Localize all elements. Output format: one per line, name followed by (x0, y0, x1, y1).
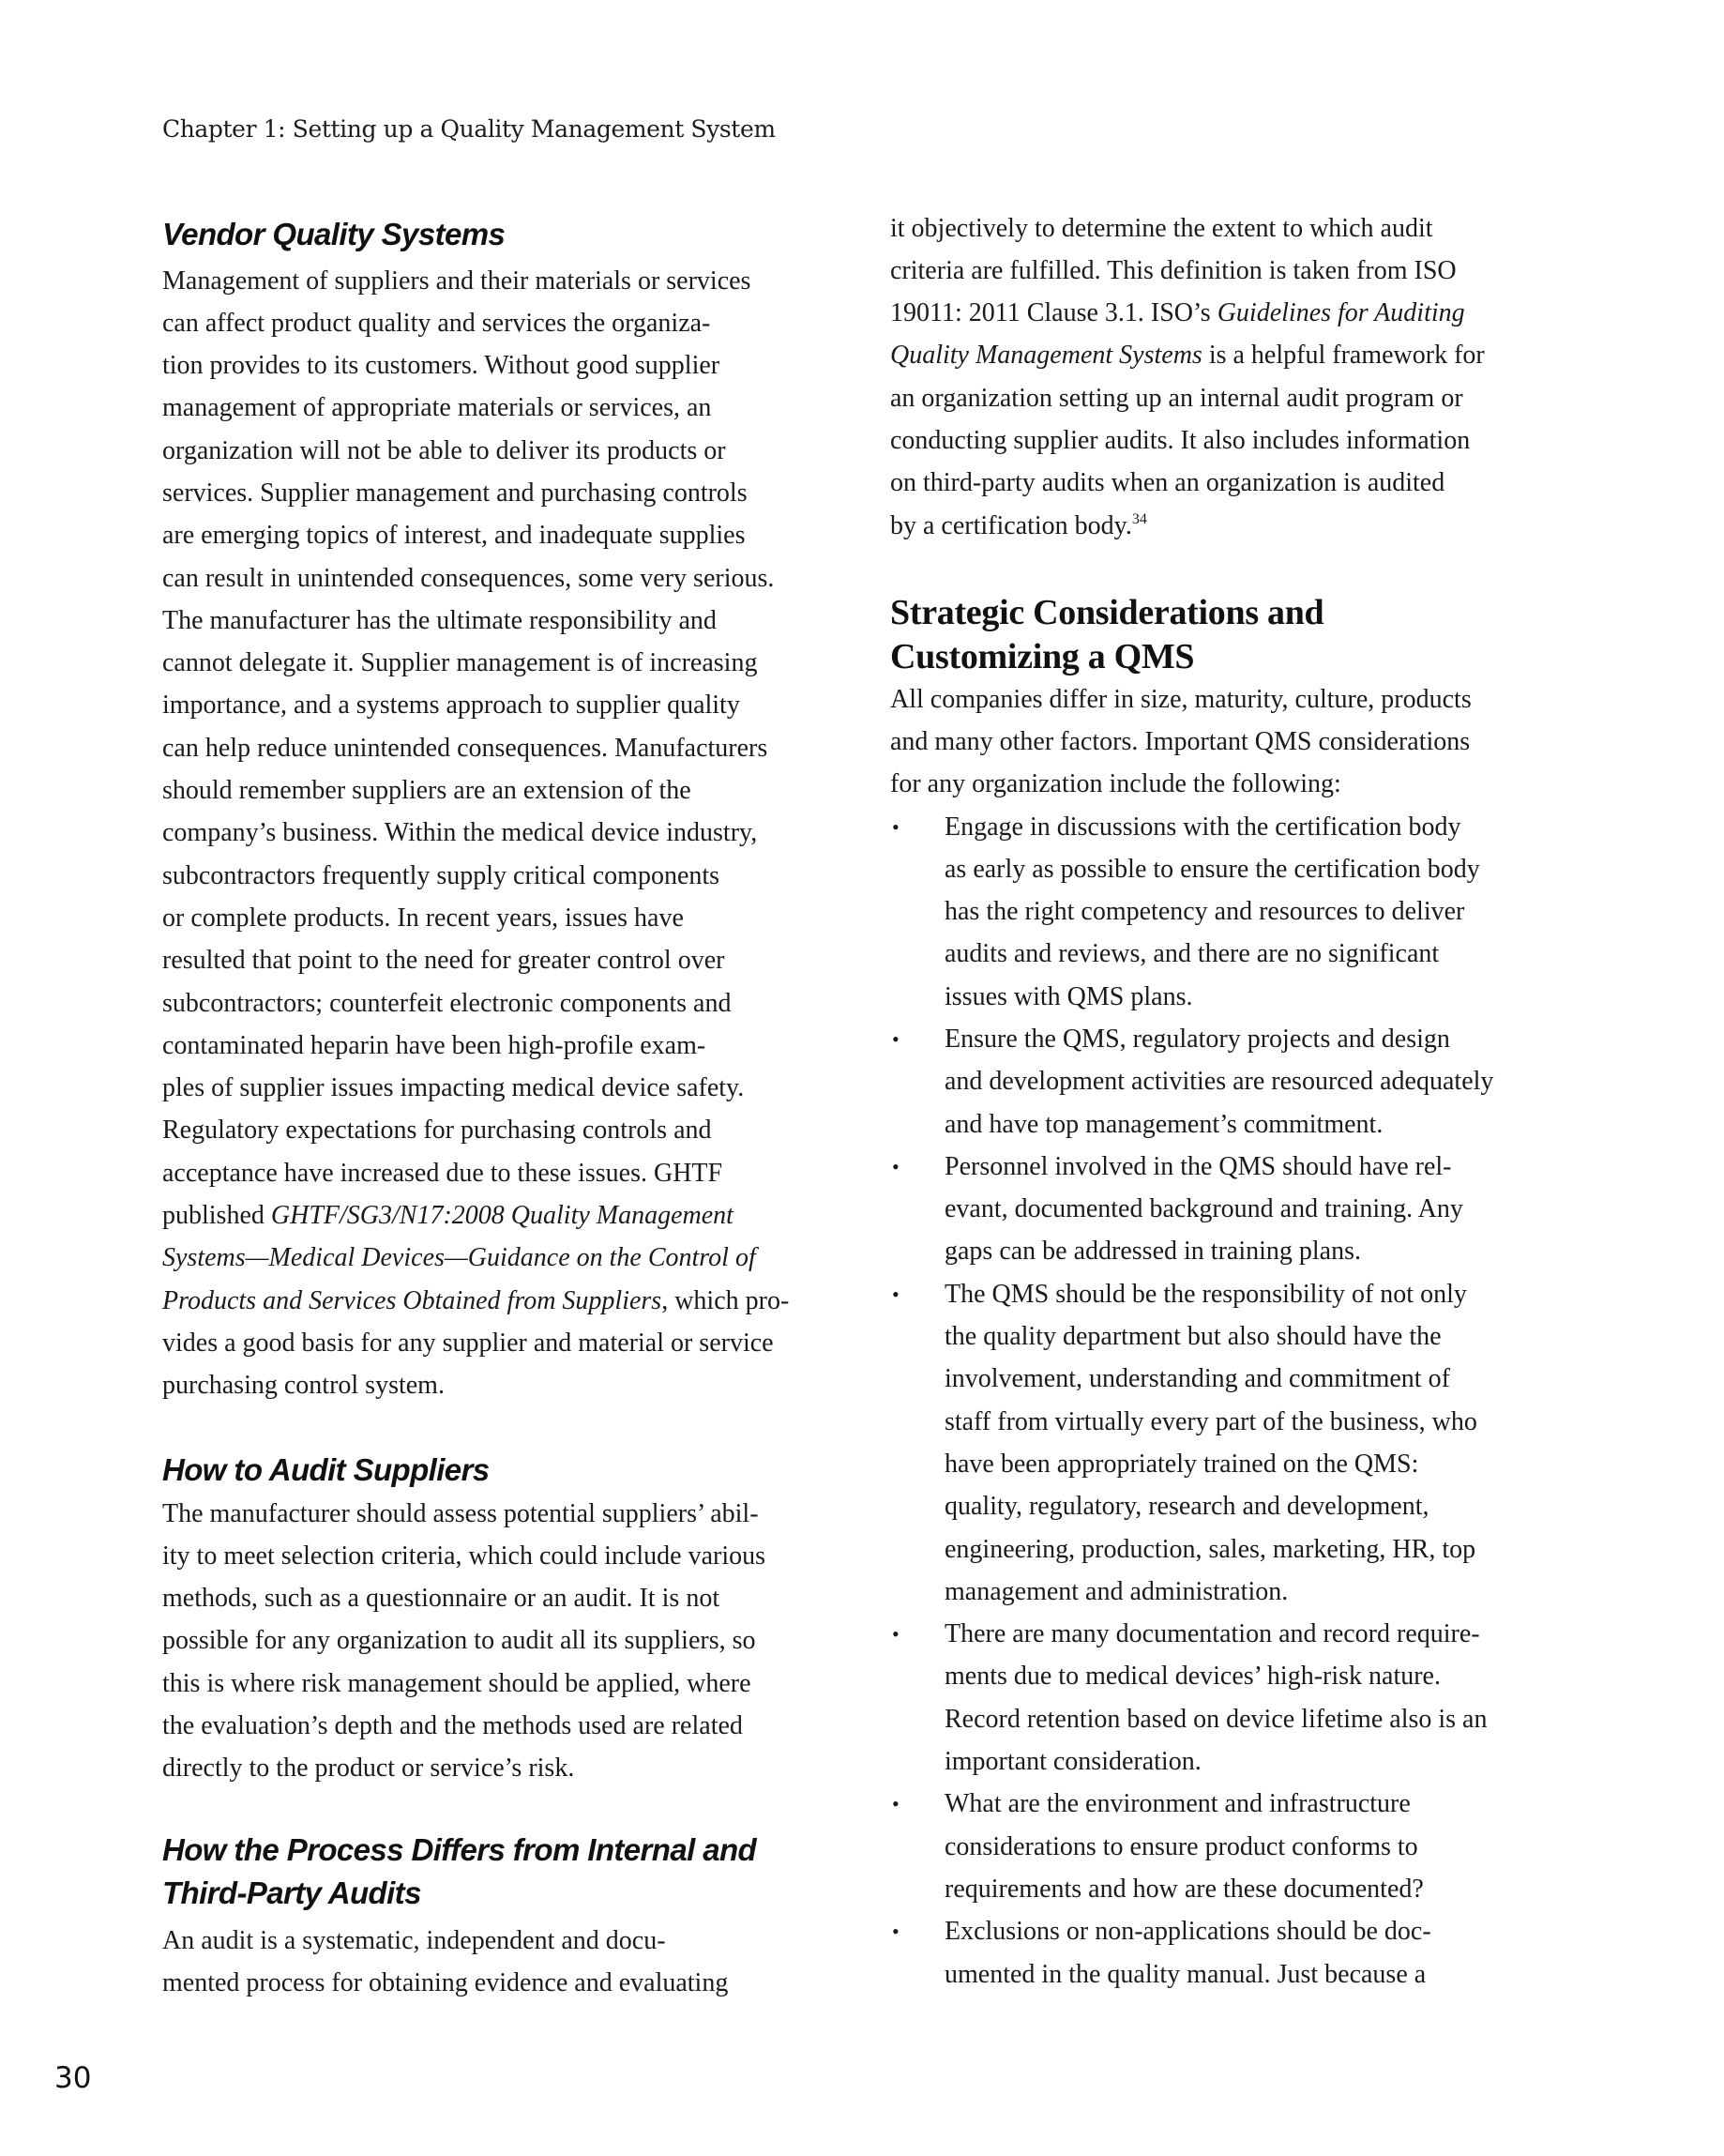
text-run: possible for any organization to audit all its suppliers, so (162, 1626, 756, 1656)
bullet-icon: • (892, 1282, 900, 1306)
page-number: 30 (54, 2061, 92, 2095)
text-line (162, 600, 789, 642)
text-line (945, 933, 1584, 975)
italic-title: Guidelines for Auditing (1217, 298, 1465, 328)
paragraph-vendor-quality (162, 260, 789, 1407)
text-run: on third-party audits when an organization is audited (890, 468, 1445, 498)
text-run: The manufacturer should assess potential suppliers’ abil- (162, 1498, 759, 1528)
text-run: Management of suppliers and their materials or services (162, 266, 751, 296)
text-line (945, 1401, 1584, 1443)
text-line (162, 1067, 789, 1109)
text-run: for any organization include the following: (890, 769, 1341, 799)
text-line (945, 1060, 1584, 1102)
text-run: umented in the quality manual. Just because a (945, 1959, 1427, 1989)
text-line (945, 1146, 1584, 1188)
section-heading-vendor-quality-systems: Vendor Quality Systems (162, 217, 506, 251)
text-run: The QMS should be the responsibility of not only (945, 1279, 1467, 1309)
text-run: services. Supplier management and purchasing controls (162, 478, 748, 508)
text-run: audits and reviews, and there are no significant (945, 939, 1440, 969)
text-line (162, 982, 789, 1025)
text-line (945, 848, 1584, 890)
text-line (945, 1698, 1584, 1740)
text-line (945, 1358, 1584, 1400)
text-line (162, 1663, 765, 1705)
paragraph-audit-definition (162, 1920, 728, 2005)
text-run: gaps can be addressed in training plans. (945, 1237, 1361, 1267)
text-run: have been appropriately trained on the QMS: (945, 1449, 1419, 1479)
text-run: Regulatory expectations for purchasing controls and (162, 1116, 712, 1146)
text-line (162, 939, 789, 981)
text-run: Personnel involved in the QMS should have rel- (945, 1151, 1452, 1181)
text-line (162, 897, 789, 939)
text-line (162, 1705, 765, 1747)
text-run: published (162, 1201, 271, 1231)
text-run: vides a good basis for any supplier and material or service (162, 1328, 774, 1358)
text-line (890, 721, 1472, 763)
bullet-text (945, 1146, 1584, 1273)
text-run: There are many documentation and record require- (945, 1619, 1480, 1649)
text-line (162, 1152, 789, 1194)
text-run: can help reduce unintended consequences. Manufacturers (162, 733, 768, 763)
text-run: directly to the product or service’s risk. (162, 1754, 575, 1784)
text-run: ity to meet selection criteria, which could include various (162, 1541, 766, 1571)
bullet-icon: • (892, 1622, 900, 1647)
text-run: An audit is a systematic, independent and docu- (162, 1925, 666, 1955)
text-run: this is where risk management should be applied, where (162, 1668, 751, 1698)
text-run: mented process for obtaining evidence and evaluating (162, 1967, 729, 1997)
text-line (945, 1103, 1584, 1146)
text-run: or complete products. In recent years, issues have (162, 903, 684, 933)
text-line (945, 1783, 1584, 1825)
text-run: issues with QMS plans. (945, 981, 1193, 1011)
text-run: and have top management’s commitment. (945, 1109, 1384, 1139)
text-run: methods, such as a questionnaire or an audit. It is not (162, 1584, 720, 1614)
text-line (162, 1577, 765, 1619)
text-run: importance, and a systems approach to supplier quality (162, 691, 740, 721)
text-line (162, 684, 789, 726)
heading-line: How the Process Differs from Internal and (162, 1832, 757, 1867)
text-run: contaminated heparin have been high-profile exam- (162, 1030, 706, 1060)
text-line (162, 514, 789, 556)
text-run: as early as possible to ensure the certification body (945, 854, 1480, 884)
text-line (162, 727, 789, 769)
section-heading-strategic-considerations (890, 591, 1323, 679)
italic-title: Quality Management Systems (890, 341, 1202, 371)
text-line (890, 462, 1485, 504)
text-line (162, 1962, 728, 2004)
text-line (162, 557, 789, 600)
text-run: , which pro- (661, 1285, 790, 1315)
text-run: All companies differ in size, maturity, culture, products (890, 684, 1472, 714)
text-run: and many other factors. Important QMS considerations (890, 726, 1471, 756)
text-line (945, 1613, 1584, 1655)
bullet-text (945, 806, 1584, 1018)
italic-title: Systems—Medical Devices—Guidance on the Control of (162, 1243, 756, 1273)
text-run: can result in unintended consequences, some very serious. (162, 563, 775, 593)
text-line (162, 1109, 789, 1151)
text-run: acceptance have increased due to these issues. GHTF (162, 1158, 723, 1188)
text-line (890, 292, 1485, 334)
bullet-icon: • (892, 1792, 900, 1816)
text-line (945, 1018, 1584, 1060)
text-line (162, 1619, 765, 1662)
text-line (162, 1920, 728, 1962)
text-line (162, 1194, 789, 1237)
text-line (945, 1953, 1584, 1996)
text-line (162, 1237, 789, 1279)
paragraph-strategic-intro (890, 678, 1472, 806)
bullet-item (890, 806, 1584, 1018)
running-header: Chapter 1: Setting up a Quality Management System (162, 115, 776, 143)
text-run: it objectively to determine the extent to which audit (890, 213, 1433, 243)
text-run: ments due to medical devices’ high-risk nature. (945, 1662, 1441, 1692)
text-line (945, 1826, 1584, 1868)
text-line (890, 334, 1485, 376)
text-run: quality, regulatory, research and development, (945, 1492, 1429, 1522)
text-line (890, 678, 1472, 721)
bullet-item (890, 1146, 1584, 1273)
heading-line: Customizing a QMS (890, 637, 1195, 676)
paragraph-audit-definition-continued (890, 207, 1485, 547)
text-run: ples of supplier issues impacting medical device safety. (162, 1073, 745, 1103)
text-run: conducting supplier audits. It also includes information (890, 425, 1471, 455)
bullet-icon: • (892, 1920, 900, 1944)
text-line (162, 1364, 789, 1406)
bullet-icon: • (892, 1154, 900, 1178)
text-line (945, 1910, 1584, 1952)
text-line (162, 260, 789, 302)
text-line (162, 387, 789, 429)
text-run: The manufacturer has the ultimate responsibility and (162, 605, 717, 635)
considerations-bullet-list (890, 806, 1584, 1996)
text-run: What are the environment and infrastructure (945, 1789, 1411, 1819)
italic-title: GHTF/SG3/N17:2008 Quality Management (270, 1201, 733, 1231)
italic-title: Products and Services Obtained from Suppliers (162, 1285, 662, 1315)
text-line (890, 505, 1485, 547)
text-run: Record retention based on device lifetime also is an (945, 1704, 1488, 1734)
text-run: management and administration. (945, 1576, 1289, 1606)
text-line (162, 855, 789, 897)
text-run: tion provides to its customers. Without good supplier (162, 351, 720, 381)
text-run: by a certification body. (890, 510, 1132, 540)
text-run: the quality department but also should have the (945, 1322, 1442, 1352)
text-line (162, 812, 789, 854)
text-run: resulted that point to the need for greater control over (162, 946, 725, 976)
text-line (890, 250, 1485, 292)
text-line (890, 419, 1485, 462)
text-line (945, 1868, 1584, 1910)
text-run: the evaluation’s depth and the methods used are related (162, 1710, 743, 1740)
text-run: management of appropriate materials or services, an (162, 393, 712, 423)
text-run: considerations to ensure product conforms to (945, 1831, 1418, 1861)
text-line (162, 1025, 789, 1067)
text-run: purchasing control system. (162, 1371, 445, 1401)
text-run: are emerging topics of interest, and inadequate supplies (162, 521, 746, 551)
text-run: should remember suppliers are an extension of the (162, 776, 691, 806)
section-heading-how-to-audit-suppliers: How to Audit Suppliers (162, 1452, 490, 1487)
bullet-item (890, 1613, 1584, 1783)
bullet-item (890, 1783, 1584, 1910)
text-run: staff from virtually every part of the business, who (945, 1406, 1477, 1436)
text-run: company’s business. Within the medical device industry, (162, 818, 758, 848)
text-run: subcontractors frequently supply critical components (162, 860, 720, 890)
text-line (945, 1485, 1584, 1527)
text-run: engineering, production, sales, marketing, HR, top (945, 1534, 1476, 1564)
bullet-icon: • (892, 1026, 900, 1051)
text-line (890, 377, 1485, 419)
text-run: involvement, understanding and commitment of (945, 1364, 1450, 1394)
text-line (162, 1535, 765, 1577)
paragraph-audit-suppliers (162, 1493, 765, 1790)
bullet-icon: • (892, 814, 900, 839)
bullet-text (945, 1018, 1584, 1146)
text-line (945, 1655, 1584, 1697)
bullet-text (945, 1613, 1584, 1783)
text-line (945, 976, 1584, 1018)
text-line (890, 207, 1485, 250)
text-run: is a helpful framework for (1202, 341, 1485, 371)
heading-line: Third-Party Audits (162, 1875, 421, 1910)
text-line (162, 1280, 789, 1322)
text-run: Exclusions or non-applications should be doc- (945, 1917, 1431, 1947)
text-run: evant, documented background and training. Any (945, 1194, 1463, 1224)
section-heading-process-differs (162, 1829, 756, 1915)
text-line (945, 1740, 1584, 1783)
text-run: requirements and how are these documented? (945, 1874, 1424, 1904)
text-run: an organization setting up an internal audit program or (890, 383, 1463, 413)
text-run: cannot delegate it. Supplier management is of increasing (162, 648, 758, 678)
text-run: Ensure the QMS, regulatory projects and design (945, 1024, 1450, 1054)
text-run: and development activities are resourced adequately (945, 1067, 1494, 1097)
heading-line: Strategic Considerations and (890, 593, 1324, 632)
bullet-text (945, 1783, 1584, 1910)
text-line (945, 1315, 1584, 1358)
text-run: 19011: 2011 Clause 3.1. ISO’s (890, 298, 1217, 328)
footnote-reference[interactable]: 34 (1131, 510, 1147, 527)
text-line (162, 642, 789, 684)
text-line (945, 1273, 1584, 1315)
bullet-text (945, 1910, 1584, 1996)
text-line (945, 1230, 1584, 1272)
bullet-text (945, 1273, 1584, 1613)
bullet-item (890, 1018, 1584, 1146)
text-line (162, 1747, 765, 1789)
text-line (945, 890, 1584, 933)
text-line (945, 1571, 1584, 1613)
text-line (945, 1528, 1584, 1571)
text-run: subcontractors; counterfeit electronic components and (162, 988, 732, 1018)
text-run: has the right competency and resources to deliver (945, 897, 1465, 927)
text-line (162, 344, 789, 387)
text-line (162, 1493, 765, 1535)
text-line (945, 1188, 1584, 1230)
text-run: Engage in discussions with the certification body (945, 812, 1461, 842)
text-run: can affect product quality and services the organiza- (162, 308, 711, 338)
text-line (945, 806, 1584, 848)
text-line (162, 302, 789, 344)
text-line (162, 430, 789, 472)
text-line (162, 472, 789, 514)
text-run: organization will not be able to deliver its products or (162, 435, 726, 465)
text-line (890, 763, 1472, 805)
text-run: criteria are fulfilled. This definition is taken from ISO (890, 255, 1457, 285)
bullet-item (890, 1273, 1584, 1613)
bullet-item (890, 1910, 1584, 1996)
text-run: important consideration. (945, 1747, 1202, 1777)
text-line (945, 1443, 1584, 1485)
text-line (162, 769, 789, 812)
text-line (162, 1322, 789, 1364)
